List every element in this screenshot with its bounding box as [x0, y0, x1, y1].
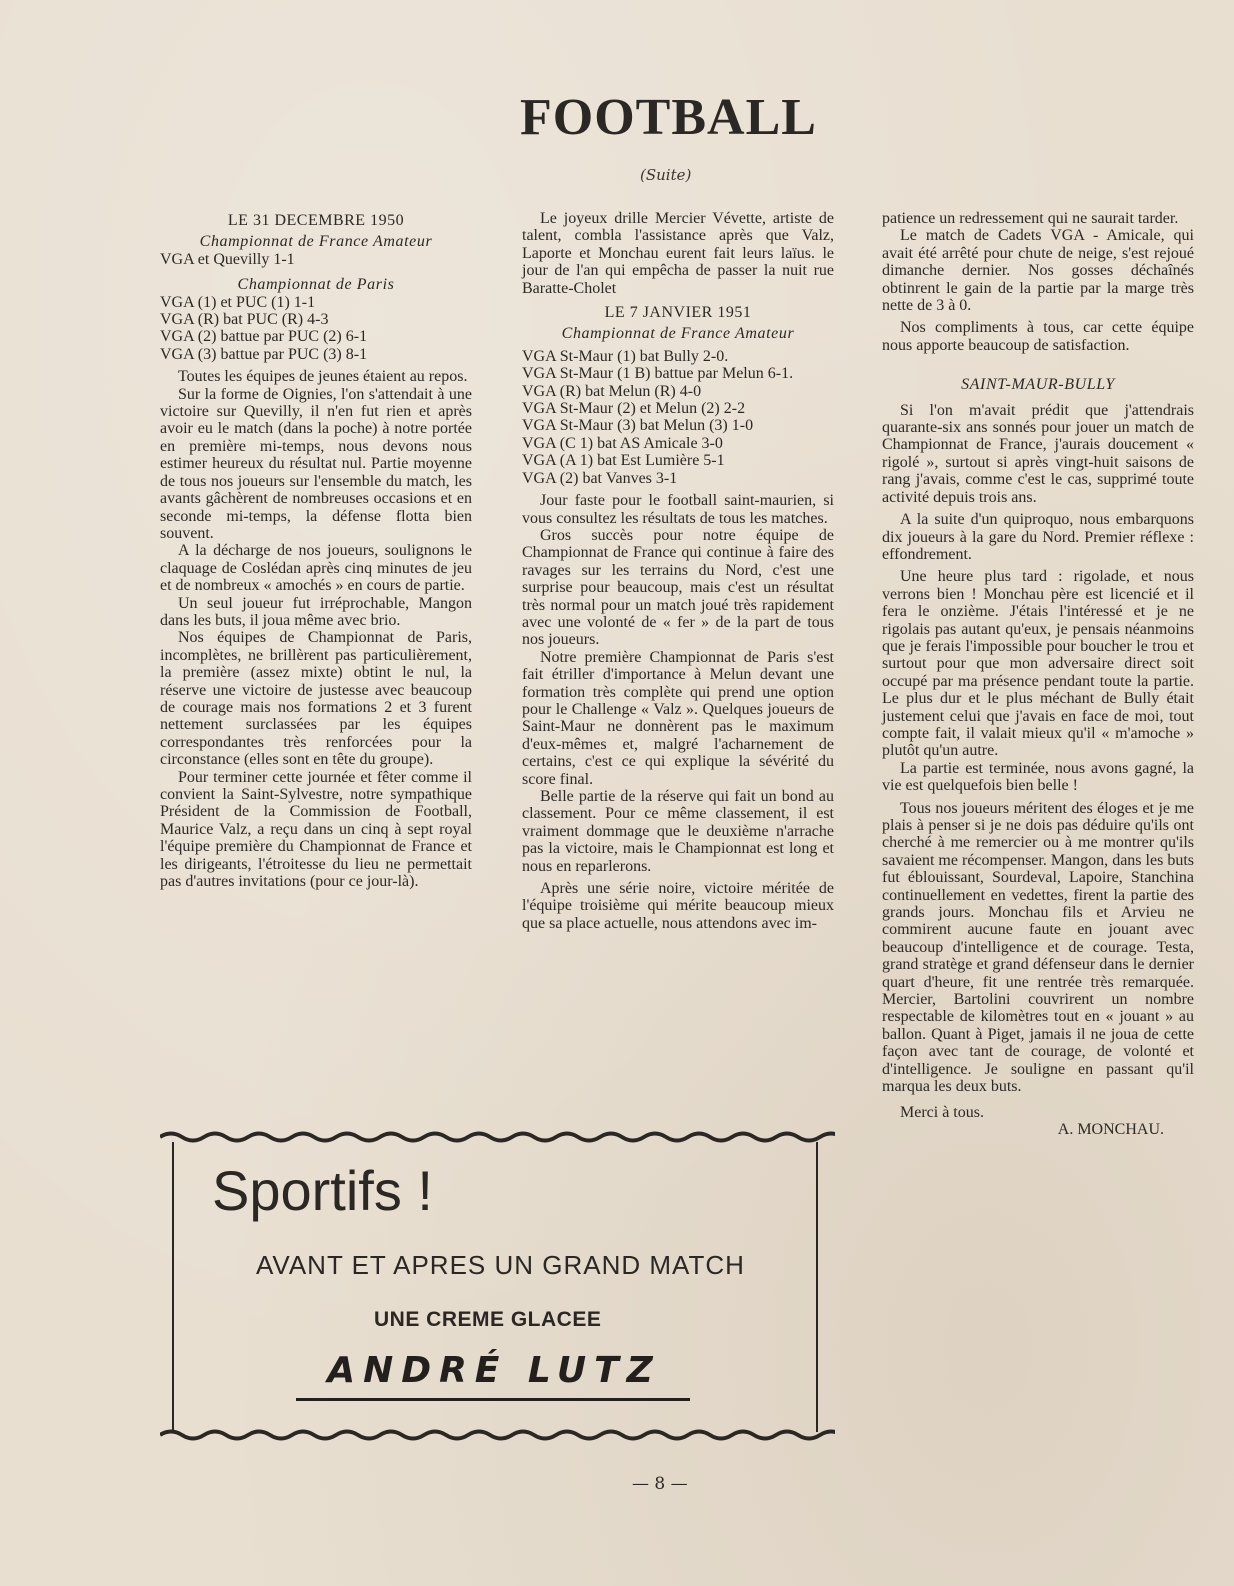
- competition-heading: Championnat de France Amateur: [561, 325, 795, 343]
- ad-brand-name: ANDRÉ LUTZ: [327, 1350, 661, 1391]
- page-title: FOOTBALL: [520, 89, 817, 146]
- date-heading: LE 7 JANVIER 1951: [604, 304, 752, 322]
- result-line: VGA (1) et PUC (1) 1-1: [160, 293, 316, 311]
- page-number: — 8 —: [632, 1474, 688, 1494]
- article-column-3: [882, 210, 1194, 1138]
- date-heading: LE 31 DECEMBRE 1950: [227, 212, 405, 229]
- border-right: [816, 1142, 818, 1432]
- paragraph: Pour terminer cette journée et fêter comme il convient la Saint-Sylvestre, notre sympathique Président de la Commission de Football, Maurice Valz, a reçu dans un cinq à sept royal l'équipe première du Championnat de France et les dirigeants, l'étroitesse du lieu ne permettait pas d'autres invitations (pour ce jour-là).: [160, 768, 472, 891]
- result-line: VGA St-Maur (1 B) battue par Melun 6-1.: [522, 365, 794, 383]
- paragraph: Un seul joueur fut irréprochable, Mangon dans les buts, il joua même avec brio.: [160, 594, 472, 629]
- paragraph: Sur la forme de Oignies, l'on s'attendait à une victoire sur Quevilly, il n'en fut rien et après avoir eu le match (dans la poche) à notre portée en première mi-temps, nous devons nous estimer heureux du résultat nul. Partie moyenne de tous nos joueurs sur l'ensemble du match, les avants gâchèrent de nombreuses occasions et en seconde mi-temps, la défense flotta bien souvent.: [160, 385, 472, 542]
- author-signature: A. MONCHAU.: [1057, 1120, 1164, 1138]
- ad-line-1: AVANT ET APRES UN GRAND MATCH: [256, 1250, 745, 1280]
- paragraph: A la suite d'un quiproquo, nous embarquons dix joueurs à la gare du Nord. Premier réflexe : effondrement.: [882, 511, 1194, 563]
- article-column-2: [522, 210, 834, 932]
- paragraph: A la décharge de nos joueurs, soulignons le claquage de Coslédan après cinq minutes de jeu et de nombreux « amochés » en cours de partie.: [160, 542, 472, 595]
- result-line: VGA (C 1) bat AS Amicale 3-0: [522, 434, 723, 452]
- paragraph: Notre première Championnat de Paris s'est fait étriller d'importance à Melun devant une formation très complète qui prend une option pour le Challenge « Valz ». Quelques joueurs de Saint-Maur ne donnèrent pas le maximum d'eux-mêmes et, malgré l'acharnement de certains, c'est ce qui explique la sévérité du score final.: [522, 648, 834, 788]
- border-left: [172, 1142, 174, 1432]
- paragraph: Nos compliments à tous, car cette équipe nous apporte beaucoup de satisfaction.: [882, 319, 1194, 354]
- result-line: VGA St-Maur (1) bat Bully 2-0.: [522, 347, 729, 365]
- wavy-border-top: [160, 1128, 835, 1146]
- paragraph: Gros succès pour notre équipe de Championnat de France qui continue à faire des ravages sur les terrains du Nord, c'est une surprise pour beaucoup, mais c'est un résultat très normal pour un match joué très rapidement avec une volonté de « fer » de la part de tous nos joueurs.: [522, 526, 834, 649]
- paragraph: Tous nos joueurs méritent des éloges et je me plais à penser si je ne dois pas déduire qu'ils ont cherché à me remercier ou à me montrer qu'ils savaient me récompenser. Mangon, dans les buts fut éblouissant, Sourdeval, Lapoire, Stanchina continuellement en vedettes, firent la partie des grands jours. Monchau fils et Arvieu ne commirent aucune faute en jouant avec beaucoup d'intelligence et de courage. Testa, grand stratège et grand défenseur dans le dernier quart d'heure, fit une rentrée très remarquée. Mercier, Bartolini couvrirent un nombre respectable de kilomètres tout en « jouant » au ballon. Quant à Piget, jamais il ne joua de cette façon avec tant de courage, de volonté et d'intelligence. Je souligne en passant qu'il marqua les deux buts.: [882, 799, 1194, 1096]
- paragraph: Une heure plus tard : rigolade, et nous verrons bien ! Monchau père est licencié et il fera le onzième. J'étais l'intéressé et je ne rigolais pas autant qu'eux, je pensais néanmoins que je ferais l'impossible pour boucher le trou et surtout pour que mon adversaire direct soit occupé par ma présence pendant toute la partie. Le plus dur et le plus méchant de Bully était justement celui que j'avais en face de moi, tout compte fait, il valait mieux qu'il « m'amoche » plutôt qu'un autre.: [882, 568, 1194, 760]
- paragraph: Le joyeux drille Mercier Vévette, artiste de talent, combla l'assistance après que Valz, Laporte et Monchau eurent fait leurs laïus. le jour de l'an qui empêcha de passer la nuit rue Baratte-Cholet: [522, 210, 834, 297]
- page-subtitle: (Suite): [640, 166, 692, 184]
- result-line: VGA St-Maur (2) et Melun (2) 2-2: [522, 400, 746, 418]
- result-line: VGA (3) battue par PUC (3) 8-1: [160, 345, 368, 363]
- paragraph: Le match de Cadets VGA - Amicale, qui avait été arrêté pour chute de neige, s'est rejoué dimanche dernier. Nos gosses déchaînés obtinrent le gain de la partie par la marge très nette de 3 à 0.: [882, 227, 1194, 315]
- paragraph: Nos équipes de Championnat de Paris, incomplètes, ne brillèrent pas particulièrement, la première (assez mixte) obtint le nul, la réserve une victoire de justesse avec beaucoup de courage mais nos formations 2 et 3 furent nettement surclassées par les équipes correspondantes très renforcées pour la circonstance (elles sont en tête du groupe).: [160, 629, 472, 769]
- paragraph: Si l'on m'avait prédit que j'attendrais quarante-six ans sonnés pour jouer un match de Championnat de France, j'aurais doucement « rigolé », surtout si après vingt-huit saisons de rang j'avais, comme c'est le cas, supprimé toute activité depuis trois ans.: [882, 401, 1194, 506]
- paragraph: Toutes les équipes de jeunes étaient au repos.: [178, 368, 468, 386]
- result-line: VGA St-Maur (3) bat Melun (3) 1-0: [522, 417, 754, 435]
- article-column-1: [160, 210, 472, 890]
- wavy-border-bottom: [160, 1426, 835, 1444]
- competition-heading: Championnat de Paris: [237, 276, 395, 294]
- section-heading: SAINT-MAUR-BULLY: [961, 376, 1115, 394]
- result-line: VGA (A 1) bat Est Lumière 5-1: [522, 452, 725, 470]
- result-line: VGA (2) battue par PUC (2) 6-1: [160, 328, 368, 346]
- ad-line-2: UNE CREME GLACEE: [374, 1308, 602, 1331]
- paragraph: Jour faste pour le football saint-maurien, si vous consultez les résultats de tous les matches.: [522, 492, 834, 527]
- result-line: VGA (R) bat Melun (R) 4-0: [522, 382, 702, 400]
- ad-headline: Sportifs !: [212, 1159, 433, 1222]
- paragraph: Belle partie de la réserve qui fait un bond au classement. Pour ce même classement, il est vraiment dommage que le deuxième n'arrache pas la victoire, mais le Championnat est long et nous en reparlerons.: [522, 788, 834, 875]
- result-line: VGA et Quevilly 1-1: [160, 250, 295, 268]
- paragraph: Après une série noire, victoire méritée de l'équipe troisième qui mérite beaucoup mieux que sa place actuelle, nous attendons avec im-: [522, 880, 834, 932]
- result-line: VGA (2) bat Vanves 3-1: [522, 469, 678, 487]
- paragraph: patience un redressement qui ne saurait tarder.: [882, 210, 1179, 227]
- competition-heading: Championnat de France Amateur: [199, 233, 433, 251]
- paragraph: Merci à tous.: [900, 1103, 984, 1121]
- brand-underline: [296, 1398, 690, 1401]
- paragraph: La partie est terminée, nous avons gagné, la vie est quelquefois bien belle !: [882, 759, 1194, 795]
- result-line: VGA (R) bat PUC (R) 4-3: [160, 311, 329, 329]
- advertisement-box: [160, 1128, 835, 1446]
